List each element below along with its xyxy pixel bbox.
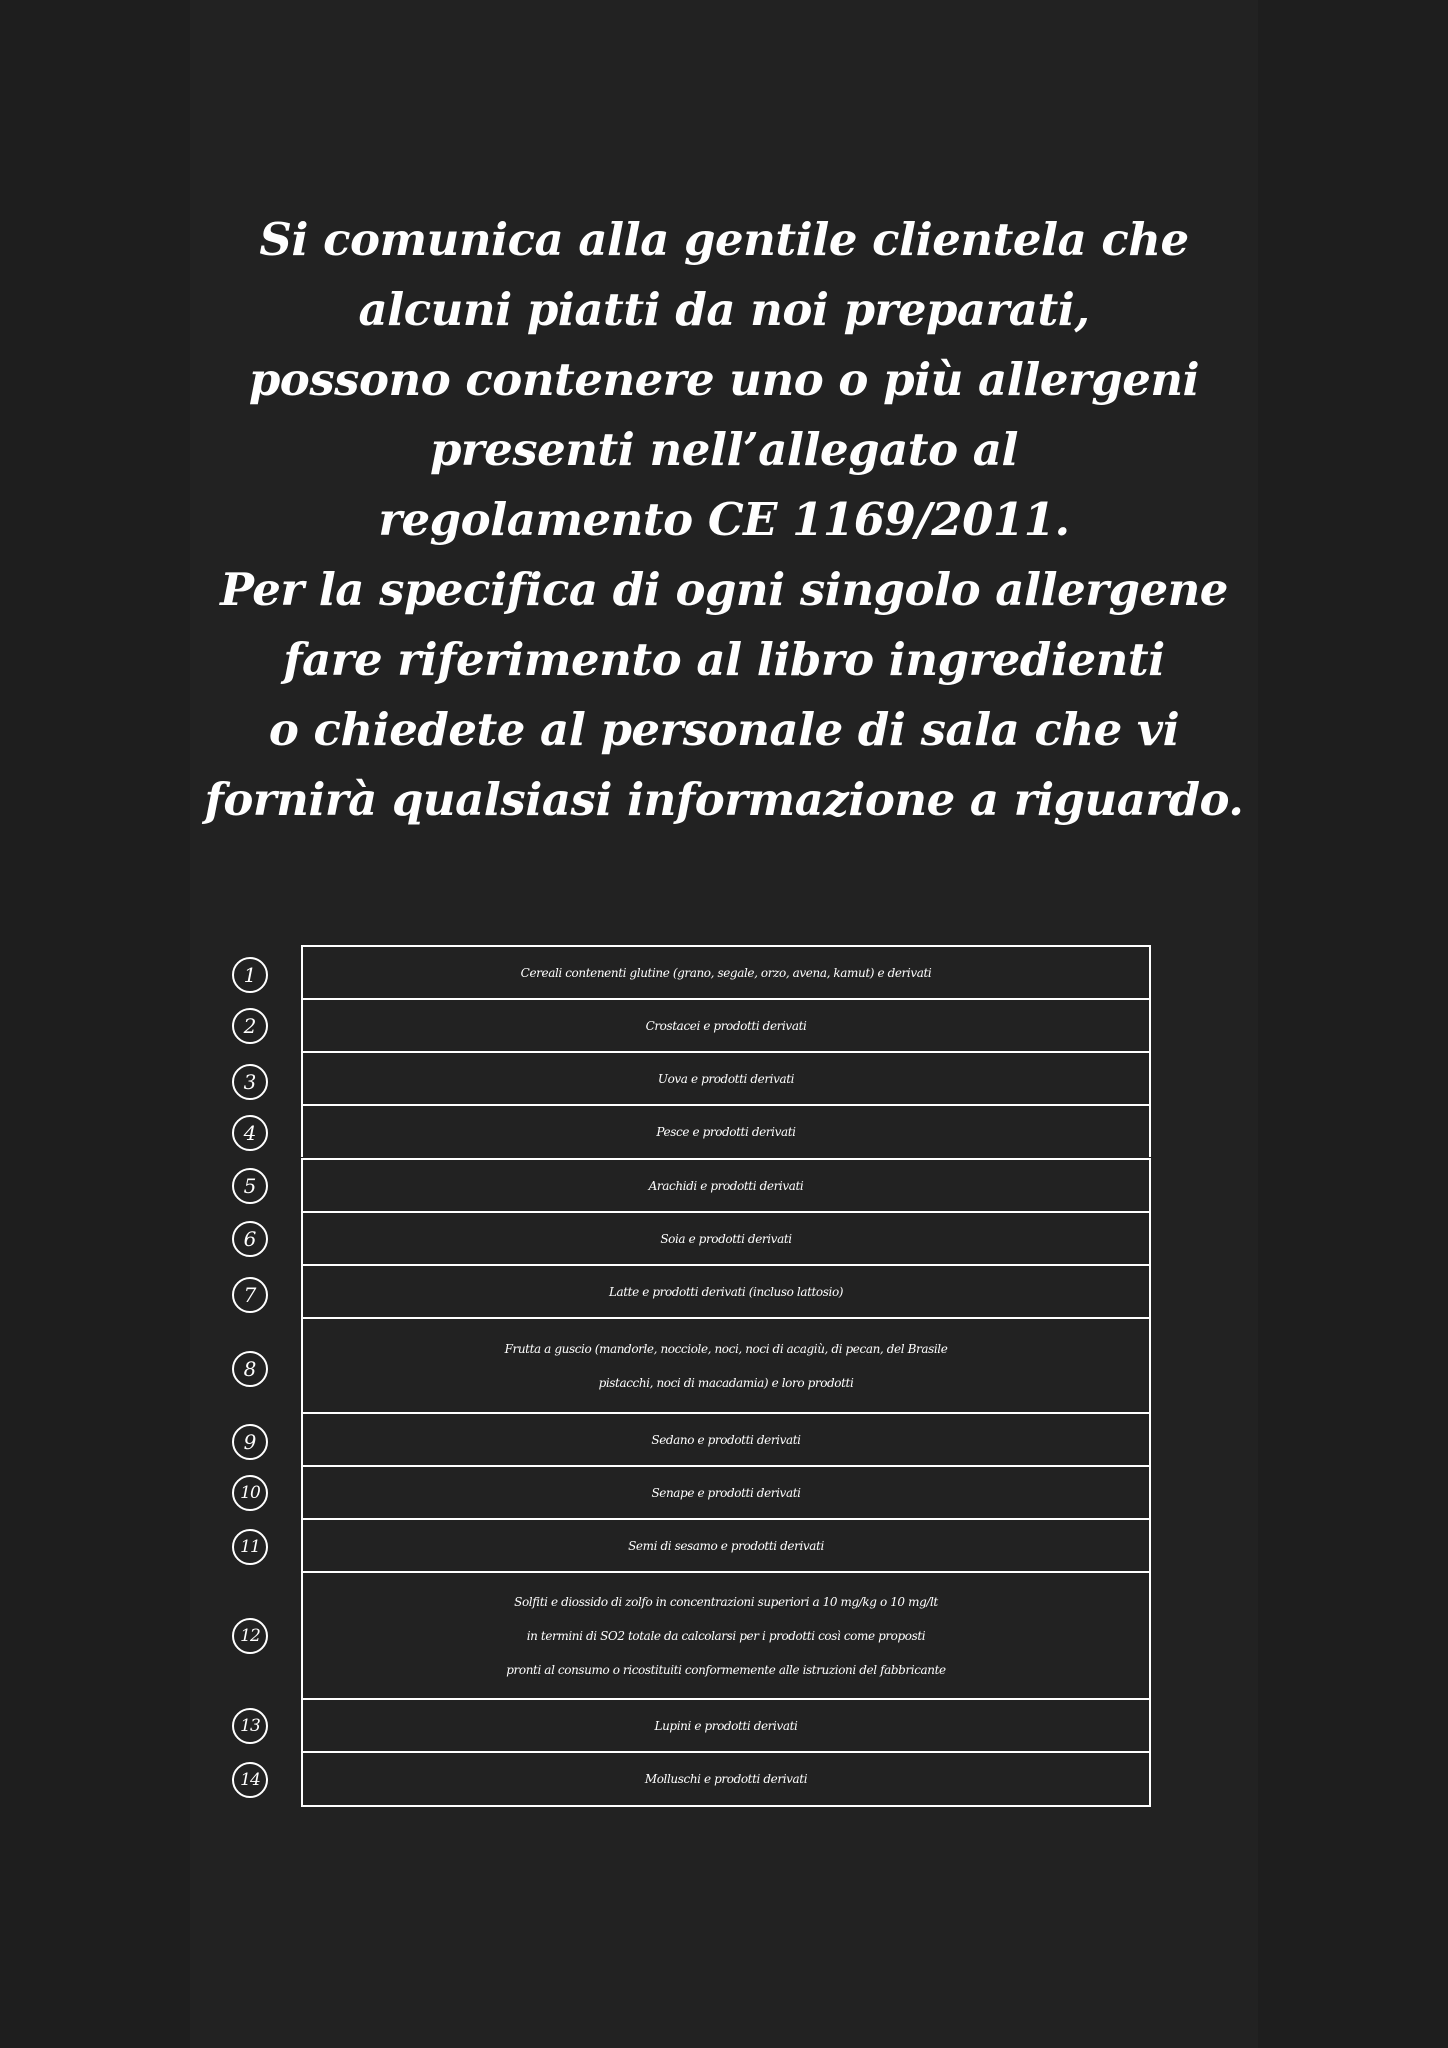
allergen-number-badge: 4 [232, 1115, 268, 1151]
allergen-number-badge: 12 [232, 1618, 268, 1654]
allergen-cell [301, 1264, 1151, 1317]
allergen-cell [301, 1211, 1151, 1264]
allergen-description: Semi di sesamo e prodotti derivati [628, 1538, 824, 1553]
allergen-cell [301, 1571, 1151, 1698]
allergen-number-badge: 10 [232, 1475, 268, 1511]
allergen-description: Uova e prodotti derivati [657, 1071, 795, 1086]
allergen-number-badge: 6 [232, 1221, 268, 1257]
allergen-description: Frutta a guscio (mandorle, nocciole, noci, noci di acagiù, di pecan, del Brasile pistacchi, noci di macadamia) e loro prodotti [504, 1341, 948, 1390]
notice-line: fornirà qualsiasi informazione a riguardo. [204, 773, 1244, 826]
allergen-number-badge: 11 [232, 1529, 268, 1565]
allergen-description: Soia e prodotti derivati [660, 1231, 792, 1246]
allergen-description: Pesce e prodotti derivati [656, 1124, 796, 1139]
allergen-cell [301, 1158, 1151, 1211]
notice-line: possono contenere uno o più allergeni [248, 353, 1200, 406]
allergen-number-badge: 9 [232, 1424, 268, 1460]
allergen-cell [301, 1104, 1151, 1157]
allergen-cell [301, 1751, 1151, 1807]
allergen-description: Crostacei e prodotti derivati [645, 1018, 807, 1033]
notice-line: Per la specifica di ogni singolo allergene [220, 563, 1228, 616]
allergen-number-badge: 14 [232, 1762, 268, 1798]
allergen-number-badge: 1 [232, 957, 268, 993]
allergen-number-badge: 7 [232, 1277, 268, 1313]
allergen-cell [301, 998, 1151, 1051]
notice-line: alcuni piatti da noi preparati, [358, 283, 1090, 336]
allergen-number-badge: 5 [232, 1168, 268, 1204]
allergen-description: Senape e prodotti derivati [651, 1485, 801, 1500]
notice-line: Si comunica alla gentile clientela che [259, 213, 1189, 266]
allergen-description: Latte e prodotti derivati (incluso lattosio) [608, 1284, 844, 1299]
notice-line: fare riferimento al libro ingredienti [283, 633, 1165, 686]
allergen-description: Molluschi e prodotti derivati [644, 1772, 808, 1786]
allergen-number-badge: 3 [232, 1064, 268, 1100]
allergen-description: Lupini e prodotti derivati [654, 1718, 798, 1733]
allergen-cell [301, 1051, 1151, 1104]
allergen-description: Cereali contenenti glutine (grano, segale, orzo, avena, kamut) e derivati [520, 966, 932, 980]
allergen-number-badge: 8 [232, 1351, 268, 1387]
allergen-cell [301, 1465, 1151, 1518]
allergen-cell [301, 1518, 1151, 1571]
notice-line: o chiedete al personale di sala che vi [268, 703, 1180, 756]
allergen-cell [301, 1412, 1151, 1465]
allergen-description: Sedano e prodotti derivati [651, 1432, 801, 1447]
notice-line: regolamento CE 1169/2011. [378, 493, 1070, 546]
allergen-description: Arachidi e prodotti derivati [648, 1178, 804, 1193]
allergen-number-badge: 2 [232, 1008, 268, 1044]
allergen-description: Solfiti e diossido di zolfo in concentrazioni superiori a 10 mg/kg o 10 mg/lt in termini di SO2 totale da calcolarsi per i prodotti così come proposti pronti al consumo o ricostituiti conformemente alle istruzioni del fabbricante [506, 1594, 946, 1677]
allergen-number-badge: 13 [232, 1708, 268, 1744]
allergen-cell [301, 945, 1151, 999]
allergen-cell [301, 1698, 1151, 1751]
notice-line: presenti nell’allegato al [429, 423, 1019, 476]
allergen-cell [301, 1317, 1151, 1412]
